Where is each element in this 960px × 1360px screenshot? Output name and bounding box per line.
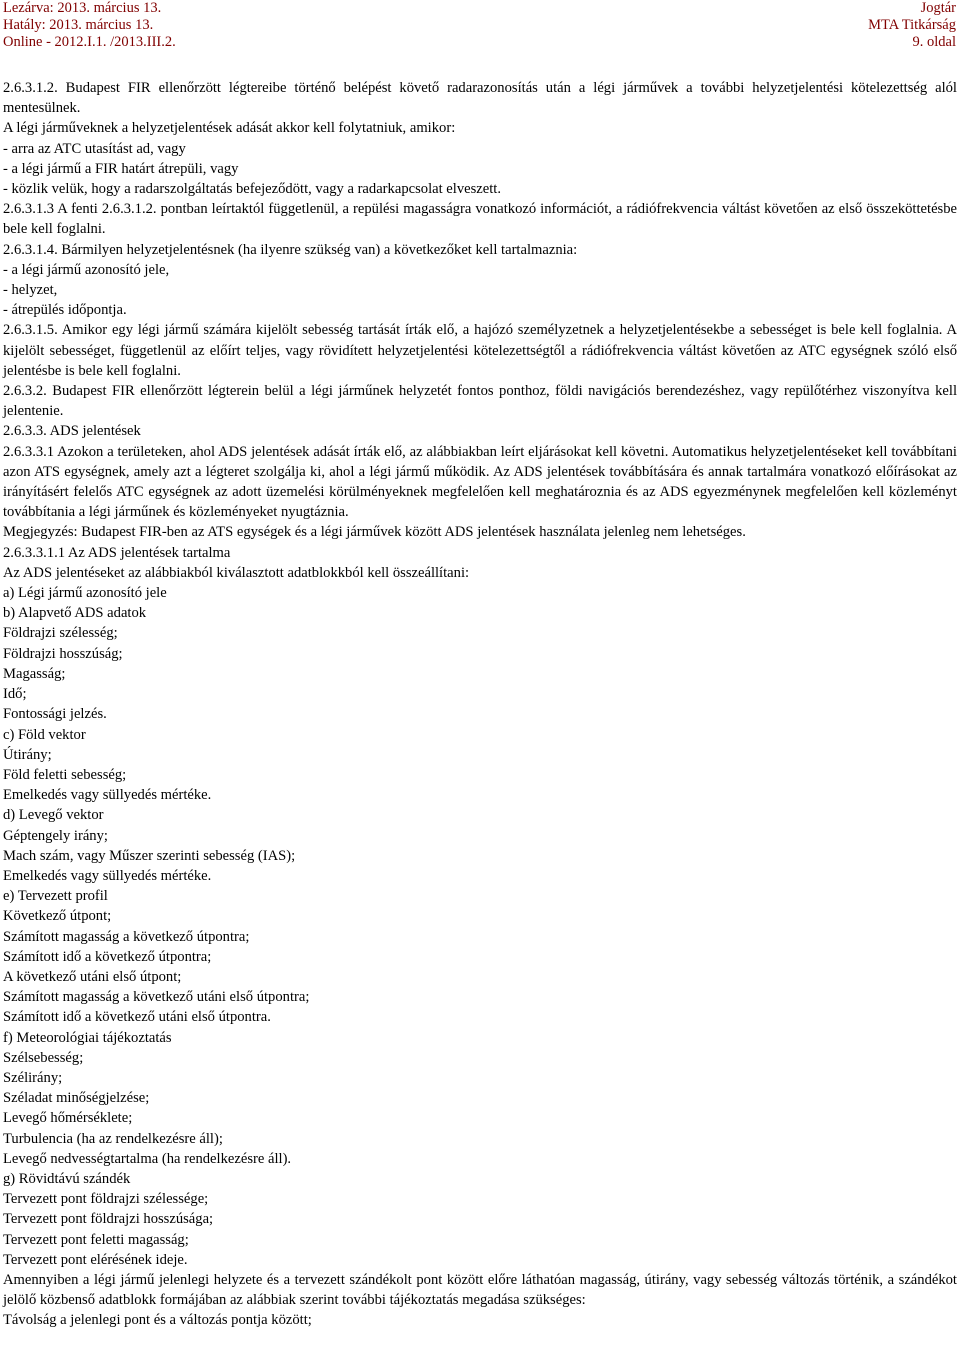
list-item: Turbulencia (ha az rendelkezésre áll);	[3, 1130, 223, 1147]
paragraph: 2.6.3.1.2. Budapest FIR ellenőrzött légtereibe történő belépést követő radarazonosítás után a légi járművek a további helyzetjelentési kötelezettség alól mentesülnek.	[3, 80, 957, 117]
list-heading: d) Levegő vektor	[3, 807, 104, 824]
closing-date: Lezárva: 2013. március 13.	[3, 0, 162, 16]
document-body	[3, 78, 957, 1331]
publisher-name: Jogtár	[920, 0, 956, 16]
list-item: Tervezett pont elérésének ideje.	[3, 1251, 188, 1268]
paragraph: A légi járműveknek a helyzetjelentések adását akkor kell folytatniuk, amikor:	[3, 120, 456, 137]
paragraph: Amennyiben a légi jármű jelenlegi helyzete és a tervezett szándékolt pont között előre láthatóan magasság, útirány, vagy sebesség változás történik, a szándékot jelölő közbenső adatblokk formájában az alábbiak szerint további tájékoztatás megadása szükséges:	[3, 1271, 957, 1309]
list-heading: b) Alapvető ADS adatok	[3, 605, 147, 622]
page-number: 9. oldal	[912, 34, 956, 50]
header-left	[3, 0, 176, 51]
list-item: A következő utáni első útpont;	[3, 968, 182, 985]
list-heading: f) Meteorológiai tájékoztatás	[3, 1029, 172, 1046]
list-item: Géptengely irány;	[3, 827, 108, 844]
list-item: Fontossági jelzés.	[3, 706, 107, 723]
list-item: - arra az ATC utasítást ad, vagy	[3, 140, 186, 157]
organization-name: MTA Titkárság	[868, 17, 956, 33]
list-item: Számított magasság a következő utáni első útpontra;	[3, 989, 310, 1006]
list-item: Számított idő a következő útpontra;	[3, 948, 212, 965]
section-heading: 2.6.3.3. ADS jelentések	[3, 423, 141, 440]
paragraph: 2.6.3.1.5. Amikor egy légi jármű számára kijelölt sebesség tartását írták elő, a hajózó személyzetnek a helyzetjelentésekbe a sebességet is bele kell foglalnia. A kijelölt sebességet, függetlenül az előírt teljes, vagy rövidített helyzetjelentési kötelezettségtől a rádiófrekvencia váltást követően az ATC egységnek szóló első jelentésbe is bele kell foglalni.	[3, 322, 957, 379]
list-item: Földrajzi szélesség;	[3, 625, 118, 642]
list-item: Széladat minőségjelzése;	[3, 1090, 150, 1107]
list-item: Útirány;	[3, 746, 52, 763]
section-heading: 2.6.3.3.1.1 Az ADS jelentések tartalma	[3, 544, 231, 561]
list-item: Következő útpont;	[3, 908, 112, 925]
effective-date: Hatály: 2013. március 13.	[3, 17, 154, 33]
list-item: - a légi jármű a FIR határt átrepüli, vagy	[3, 160, 239, 177]
list-item: Föld feletti sebesség;	[3, 766, 127, 783]
list-item: Emelkedés vagy süllyedés mértéke.	[3, 867, 212, 884]
list-item: - helyzet,	[3, 282, 58, 299]
list-item: Levegő nedvességtartalma (ha rendelkezésre áll).	[3, 1150, 292, 1167]
list-item: Számított idő a következő utáni első útpontra.	[3, 1009, 271, 1026]
list-item: Levegő hőmérséklete;	[3, 1110, 133, 1127]
online-range: Online - 2012.I.1. /2013.III.2.	[3, 34, 176, 50]
paragraph: 2.6.3.2. Budapest FIR ellenőrzött légterein belül a légi járműnek helyzetét fontos ponthoz, földi navigációs berendezéshez, vagy repülőtérhez viszonyítva kell jelentenie.	[3, 383, 957, 420]
paragraph: 2.6.3.3.1 Azokon a területeken, ahol ADS jelentések adását írták elő, az alábbiakban leírt eljárásokat kell követni. Automatikus helyzetjelentéseket kell továbbítani azon ATS egységnek, amely azt a légteret szolgálja ki, ahol a légi jármű működik. Az ADS jelentések továbbítására és annak tartalmára vonatkozó előírásokat az irányításért felelős ATC egységnek az adott üzemelési körülményeknek megfelelően kell meghatároznia és az ADS egyezménynek megfelelően kell közleményt továbbítania a légi járműnek és közleményeket nyugtáznia.	[3, 443, 957, 521]
list-item: Földrajzi hosszúság;	[3, 645, 123, 662]
list-heading: c) Föld vektor	[3, 726, 86, 743]
list-item: - közlik velük, hogy a radarszolgáltatás befejeződött, vagy a radarkapcsolat elveszett.	[3, 181, 502, 198]
list-item: - a légi jármű azonosító jele,	[3, 261, 170, 278]
paragraph: 2.6.3.1.4. Bármilyen helyzetjelentésnek (ha ilyenre szükség van) a következőket kell tartalmaznia:	[3, 241, 578, 258]
list-item: Szélsebesség;	[3, 1049, 84, 1066]
list-heading: g) Rövidtávú szándék	[3, 1170, 131, 1187]
list-heading: a) Légi jármű azonosító jele	[3, 585, 167, 602]
page-header	[0, 0, 960, 58]
list-item: Tervezett pont földrajzi hosszúsága;	[3, 1211, 214, 1228]
list-heading: e) Tervezett profil	[3, 888, 108, 905]
header-right	[868, 0, 956, 51]
list-item: Tervezett pont földrajzi szélessége;	[3, 1191, 209, 1208]
paragraph: 2.6.3.1.3 A fenti 2.6.3.1.2. pontban leírtaktól függetlenül, a repülési magasságra vonatkozó információt, a rádiófrekvencia váltást követően az első összeköttetésbe bele kell foglalni.	[3, 201, 957, 238]
list-item: Idő;	[3, 686, 27, 703]
list-item: Magasság;	[3, 665, 66, 682]
list-item: Tervezett pont feletti magasság;	[3, 1231, 189, 1248]
note: Megjegyzés: Budapest FIR-ben az ATS egységek és a légi járművek között ADS jelentések használata jelenleg nem lehetséges.	[3, 524, 746, 541]
list-item: Emelkedés vagy süllyedés mértéke.	[3, 787, 212, 804]
paragraph: Az ADS jelentéseket az alábbiakból kiválasztott adatblokkból kell összeállítani:	[3, 564, 470, 581]
list-item: Mach szám, vagy Műszer szerinti sebesség (IAS);	[3, 847, 296, 864]
list-item: Számított magasság a következő útpontra;	[3, 928, 250, 945]
list-item: - átrepülés időpontja.	[3, 302, 127, 319]
list-item: Szélirány;	[3, 1069, 63, 1086]
list-item: Távolság a jelenlegi pont és a változás pontja között;	[3, 1312, 312, 1329]
